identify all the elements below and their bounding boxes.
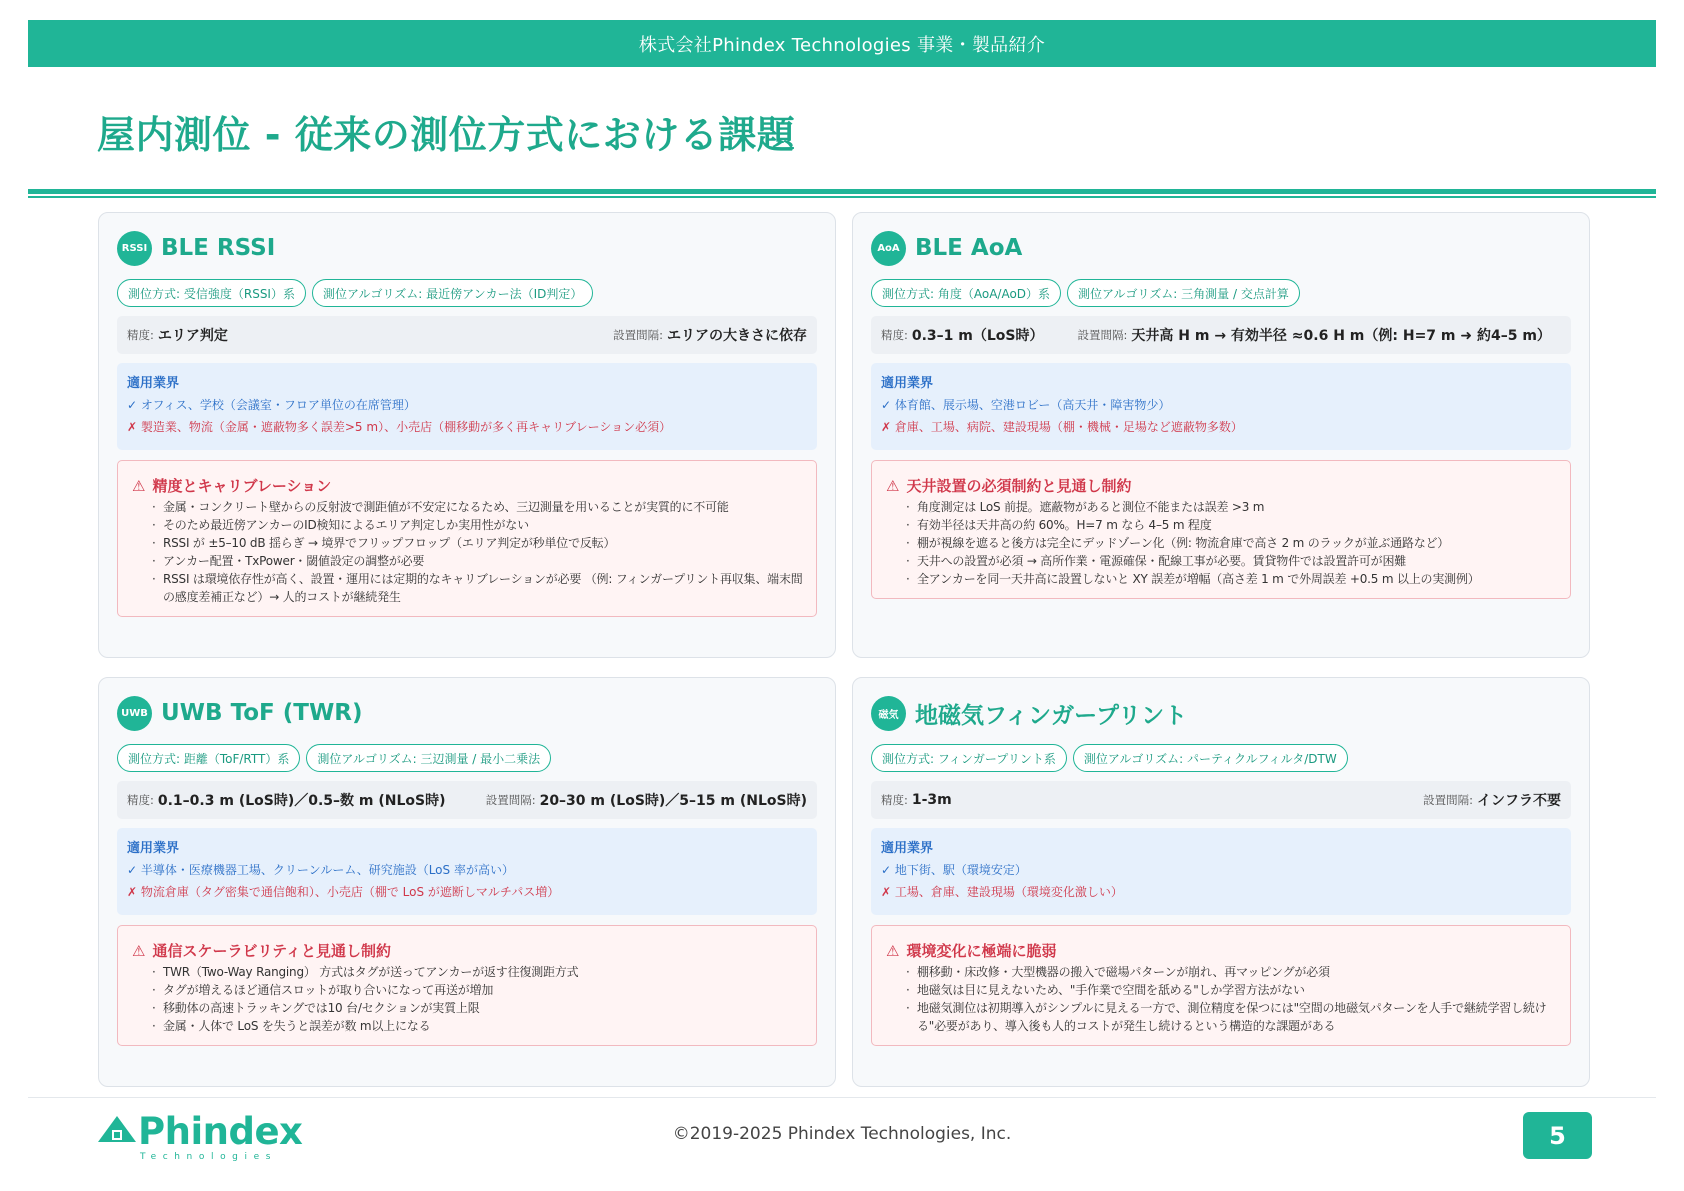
card-title: BLE AoA	[915, 235, 1023, 261]
issue-item: · 地磁気測位は初期導入がシンプルに見える一方で、測位精度を保つには"空間の地磁気パターンを人手で継続学習し続ける"必要があり、導入後も人的コストが発生し続けるという構造的な課題がある	[906, 999, 1558, 1035]
page-title: 屋内測位 - 従来の測位方式における課題	[97, 113, 796, 157]
spacing-label: 設置間隔:	[1423, 793, 1473, 807]
footer-divider	[28, 1097, 1656, 1098]
industry-suitable: ✓ オフィス、学校（会議室・フロア単位の在席管理）	[127, 398, 416, 412]
industry-title: 適用業界	[127, 376, 180, 391]
accuracy-value: エリア判定	[157, 328, 228, 344]
industry-title: 適用業界	[881, 841, 934, 856]
issue-box	[871, 925, 1571, 1046]
industry-unsuitable: ✗ 製造業、物流（金属・遮蔽物多く誤差>5 m）、小売店（棚移動が多く再キャリブレーション必須）	[127, 420, 672, 434]
industry-box	[117, 828, 817, 915]
issue-title-text: 通信スケーラビリティと見通し制約	[152, 942, 391, 960]
issue-item: · TWR（Two-Way Ranging） 方式はタグが送ってアンカーが返す往復測距方式	[152, 963, 804, 981]
card-header	[871, 230, 1571, 266]
card-ble-aoa	[852, 212, 1590, 658]
tag-row	[117, 279, 817, 307]
issue-box	[117, 460, 817, 617]
warning-icon: ⚠	[886, 941, 900, 960]
issue-item: · 金属・コンクリート壁からの反射波で測距値が不安定になるため、三辺測量を用いることが実質的に不可能	[152, 498, 804, 516]
method-badge: RSSI	[117, 231, 152, 266]
issue-item: · そのため最近傍アンカーのID検知によるエリア判定しか実用性がない	[152, 516, 804, 534]
issue-title	[132, 473, 804, 498]
issue-title	[886, 938, 1558, 963]
accuracy-label: 精度:	[881, 793, 908, 807]
spacing-value: インフラ不要	[1477, 793, 1561, 809]
warning-icon: ⚠	[132, 941, 146, 960]
metrics-row	[117, 316, 817, 354]
card-uwb-tof	[98, 677, 836, 1087]
tag-method: 測位方式: 角度（AoA/AoD）系	[871, 279, 1061, 307]
industry-box	[871, 363, 1571, 450]
tag-method: 測位方式: 距離（ToF/RTT）系	[117, 744, 300, 772]
tag-algorithm: 測位アルゴリズム: パーティクルフィルタ/DTW	[1073, 744, 1348, 772]
issue-item: · 金属・人体で LoS を失うと誤差が数 m以上になる	[152, 1017, 804, 1035]
accuracy-value: 0.1–0.3 m (LoS時)／0.5–数 m (NLoS時)	[157, 793, 446, 809]
metrics-row	[117, 781, 817, 819]
issue-title-text: 天井設置の必須制約と見通し制約	[906, 477, 1132, 495]
issue-list	[152, 963, 804, 1035]
industry-title: 適用業界	[881, 376, 934, 391]
spacing-label: 設置間隔:	[1077, 328, 1128, 342]
method-badge: 磁気	[871, 696, 906, 731]
warning-icon: ⚠	[132, 476, 146, 495]
industry-box	[871, 828, 1571, 915]
tag-algorithm: 測位アルゴリズム: 三角測量 / 交点計算	[1067, 279, 1300, 307]
industry-unsuitable: ✗ 工場、倉庫、建設現場（環境変化激しい）	[881, 885, 1123, 899]
issue-item: · 棚が視線を遮ると後方は完全にデッドゾーン化（例: 物流倉庫で高さ 2 m のラックが並ぶ通路など）	[906, 534, 1558, 552]
issue-item: · アンカー配置・TxPower・閾値設定の調整が必要	[152, 552, 804, 570]
issue-list	[152, 498, 804, 606]
issue-item: · 棚移動・床改修・大型機器の搬入で磁場パターンが崩れ、再マッピングが必須	[906, 963, 1558, 981]
method-badge: UWB	[117, 696, 152, 731]
issue-box	[871, 460, 1571, 599]
issue-item: · 天井への設置が必須 → 高所作業・電源確保・配線工事が必要。賃貸物件では設置許可が困難	[906, 552, 1558, 570]
issue-item: · タグが増えるほど通信スロットが取り合いになって再送が増加	[152, 981, 804, 999]
accuracy-value: 1-3m	[911, 792, 952, 808]
tag-row	[117, 744, 817, 772]
issue-item: · 角度測定は LoS 前提。遮蔽物があると測位不能または誤差 >3 m	[906, 498, 1558, 516]
tag-row	[871, 744, 1571, 772]
industry-box	[117, 363, 817, 450]
card-title: UWB ToF (TWR)	[161, 700, 363, 726]
issue-item: · 移動体の高速トラッキングでは10 台/セクションが実質上限	[152, 999, 804, 1017]
tag-algorithm: 測位アルゴリズム: 三辺測量 / 最小二乗法	[306, 744, 551, 772]
issue-item: · RSSI が ±5–10 dB 揺らぎ → 境界でフリップフロップ（エリア判定が秒単位で反転）	[152, 534, 804, 552]
issue-title-text: 環境変化に極端に脆弱	[906, 942, 1057, 960]
card-geomagnetic	[852, 677, 1590, 1087]
header-bar	[28, 20, 1656, 67]
spacing-value: エリアの大きさに依存	[667, 328, 807, 344]
page-number: 5	[1523, 1112, 1592, 1159]
industry-suitable: ✓ 地下街、駅（環境安定）	[881, 863, 1027, 877]
method-badge: AoA	[871, 231, 906, 266]
card-title: BLE RSSI	[161, 235, 276, 261]
card-header	[117, 695, 817, 731]
title-divider-thin	[28, 196, 1656, 198]
issue-box	[117, 925, 817, 1046]
industry-suitable: ✓ 半導体・医療機器工場、クリーンルーム、研究施設（LoS 率が高い）	[127, 863, 514, 877]
card-title: 地磁気フィンガープリント	[915, 702, 1188, 729]
spacing-value: 天井高 H m → 有効半径 ≈0.6 H m（例: H=7 m ➜ 約4–5 m）	[1131, 328, 1551, 344]
spacing-label: 設置間隔:	[485, 793, 536, 807]
tag-algorithm: 測位アルゴリズム: 最近傍アンカー法（ID判定）	[312, 279, 593, 307]
card-ble-rssi	[98, 212, 836, 658]
title-divider	[28, 189, 1656, 194]
industry-unsuitable: ✗ 物流倉庫（タグ密集で通信飽和）、小売店（棚で LoS が遮断しマルチパス増）	[127, 885, 560, 899]
accuracy-label: 精度:	[127, 793, 154, 807]
issue-title-text: 精度とキャリブレーション	[152, 477, 332, 495]
copyright: ©2019-2025 Phindex Technologies, Inc.	[672, 1124, 1012, 1144]
issue-item: · 地磁気は目に見えないため、"手作業で空間を舐める"しか学習方法がない	[906, 981, 1558, 999]
logo-wordmark: Phindex	[138, 1110, 303, 1153]
industry-title: 適用業界	[127, 841, 180, 856]
logo-subtext: Technologies	[140, 1152, 278, 1162]
issue-list	[906, 963, 1558, 1035]
accuracy-label: 精度:	[127, 328, 154, 342]
industry-suitable: ✓ 体育館、展示場、空港ロビー（高天井・障害物少）	[881, 398, 1171, 412]
card-header	[871, 695, 1571, 731]
header-company: 株式会社Phindex Technologies 事業・製品紹介	[638, 34, 1046, 56]
tag-row	[871, 279, 1571, 307]
industry-unsuitable: ✗ 倉庫、工場、病院、建設現場（棚・機械・足場など遮蔽物多数）	[881, 420, 1243, 434]
issue-list	[906, 498, 1558, 588]
metrics-row	[871, 316, 1571, 354]
card-header	[117, 230, 817, 266]
issue-title	[886, 473, 1558, 498]
issue-item: · RSSI は環境依存性が高く、設置・運用には定期的なキャリブレーションが必要 （例: フィンガープリント再収集、端末間の感度差補正など）→ 人的コストが継続発生	[152, 570, 804, 606]
accuracy-label: 精度:	[881, 328, 908, 342]
issue-title	[132, 938, 804, 963]
tag-method: 測位方式: フィンガープリント系	[871, 744, 1067, 772]
warning-icon: ⚠	[886, 476, 900, 495]
accuracy-value: 0.3–1 m（LoS時）	[911, 328, 1044, 344]
issue-item: · 全アンカーを同一天井高に設置しないと XY 誤差が増幅（高さ差 1 m で外周誤差 +0.5 m 以上の実測例）	[906, 570, 1558, 588]
issue-item: · 有効半径は天井高の約 60%。H=7 m なら 4–5 m 程度	[906, 516, 1558, 534]
metrics-row	[871, 781, 1571, 819]
tag-method: 測位方式: 受信強度（RSSI）系	[117, 279, 306, 307]
spacing-label: 設置間隔:	[613, 328, 663, 342]
spacing-value: 20–30 m (LoS時)／5–15 m (NLoS時)	[539, 793, 807, 809]
